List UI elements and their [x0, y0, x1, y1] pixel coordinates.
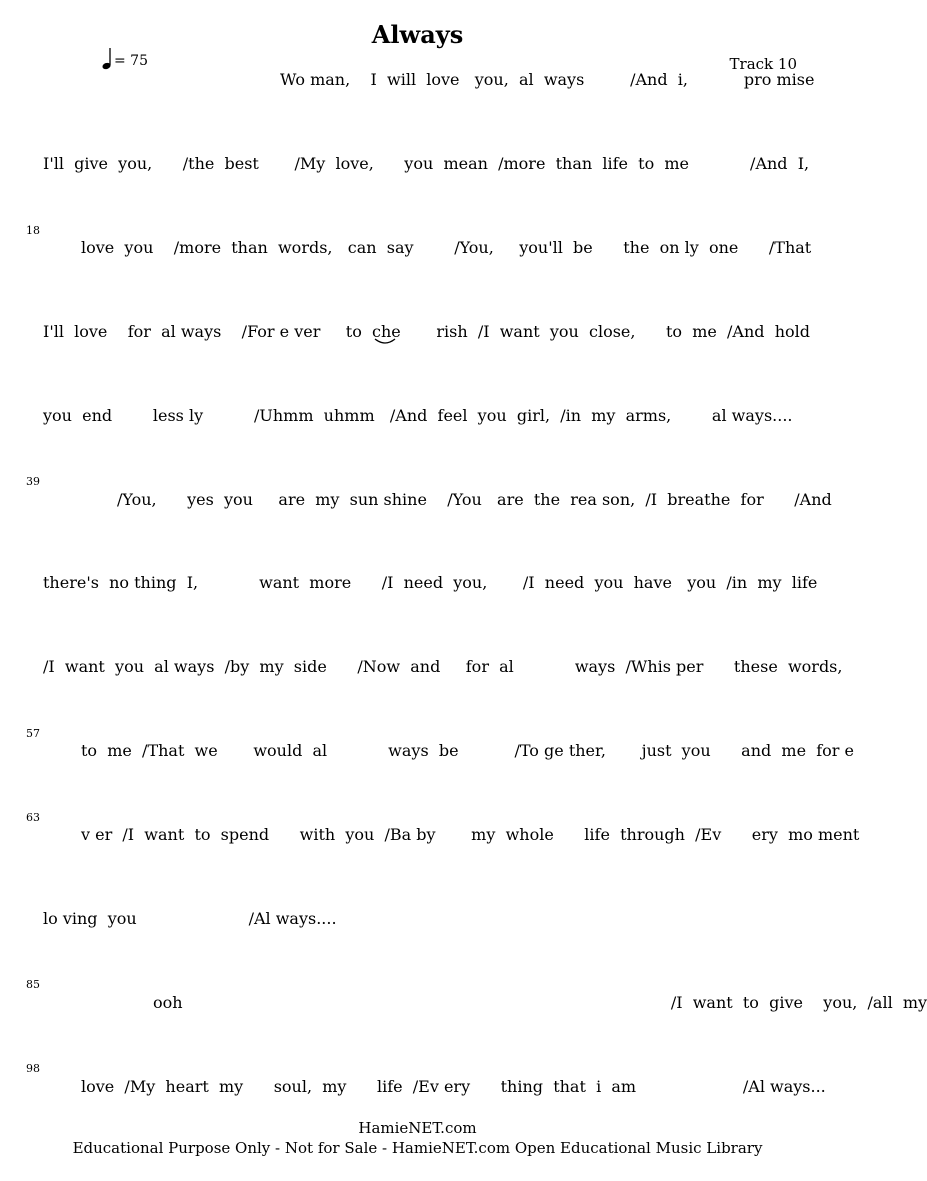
lyric-line: lo ving you /Al ways.... — [43, 909, 337, 928]
lyric-line: I'll give you, /the best /My love, you mean /more than life to me /And I, — [43, 154, 810, 173]
quarter-note-icon — [100, 46, 114, 72]
lyric-line: v er /I want to spend with you /Ba by my whole life through /Ev ery mo ment — [81, 825, 860, 844]
measure-number: 63 — [26, 811, 40, 824]
measure-number: 98 — [26, 1062, 40, 1075]
lyric-line: I'll love for al ways /For e ver to che rish /I want you close, to me /And hold — [43, 322, 810, 341]
footer-site: HamieNET.com — [358, 1119, 477, 1137]
lyric-line: /You, yes you are my sun shine /You are the rea son, /I breathe for /And — [117, 490, 832, 509]
footer-notice: Educational Purpose Only - Not for Sale - HamieNET.com Open Educational Music Library — [72, 1139, 763, 1157]
song-title: Always — [371, 20, 464, 49]
measure-number: 39 — [26, 475, 40, 488]
lyric-line: /I want you al ways /by my side /Now and for al ways /Whis per these words, — [43, 657, 843, 676]
measure-number: 85 — [26, 978, 40, 991]
elision-tie-icon — [373, 336, 397, 348]
lyric-line: love /My heart my soul, my life /Ev ery thing that i am /Al ways... — [81, 1077, 826, 1096]
measure-number: 18 — [26, 224, 40, 237]
track-label: Track 10 — [729, 55, 797, 73]
lyric-line: Wo man, I will love you, al ways /And i, pro mise — [280, 70, 815, 89]
lyric-line: ooh /I want to give you, /all my — [153, 993, 927, 1012]
lyric-line: you end less ly /Uhmm uhmm /And feel you girl, /in my arms, al ways.... — [43, 406, 793, 425]
measure-number: 57 — [26, 727, 40, 740]
tempo-value: = 75 — [114, 53, 148, 69]
lyric-line: to me /That we would al ways be /To ge ther, just you and me for e — [81, 741, 854, 760]
lyric-line: love you /more than words, can say /You, you'll be the on ly one /That — [81, 238, 812, 257]
lyric-line: there's no thing I, want more /I need you, /I need you have you /in my life — [43, 573, 818, 592]
